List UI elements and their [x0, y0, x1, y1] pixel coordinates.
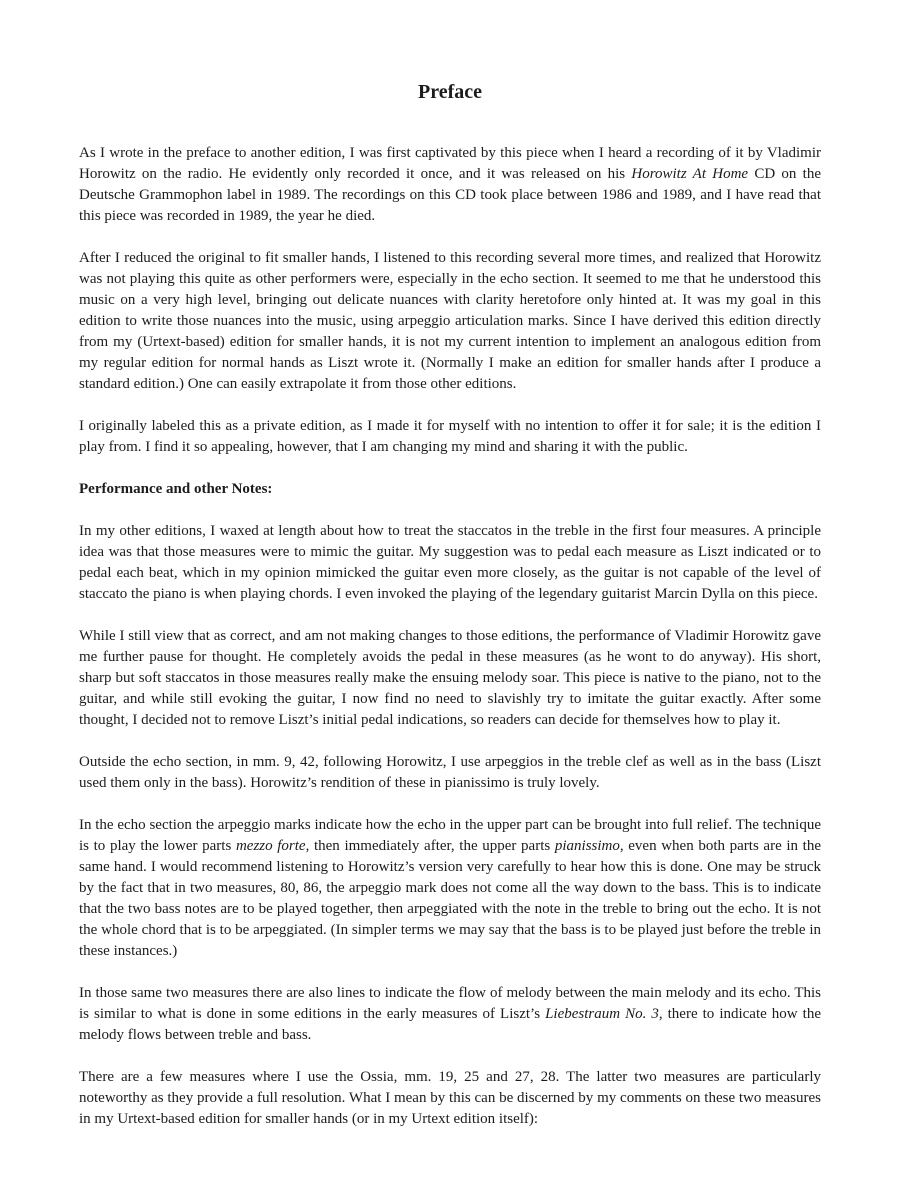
notes-paragraph-2: [79, 626, 821, 731]
text-run: While I still view that as correct, and am not making changes to those editions, the performance of Vladimir Horowitz gave me further pause for thought. He completely avoids the pedal in these measures (as he wont to do anyway). His short, sharp but soft staccatos in those measures really make the ensuing melody soar. This piece is native to the piano, not to the guitar, and while still evoking the guitar, I now find no need to slavishly try to imitate the guitar exactly. After some thought, I decided not to remove Liszt’s initial pedal indications, so readers can decide for themselves how to play it.: [79, 628, 821, 728]
text-run: Outside the echo section, in mm. 9, 42, following Horowitz, I use arpeggios in the treble clef as well as in the bass (Liszt used them only in the bass). Horowitz’s rendition of these in pianissimo is truly lovely.: [79, 754, 821, 791]
text-run: In the echo section the arpeggio marks indicate how the echo in the upper part can be brought into full relief. The technique is to play the lower parts: [79, 817, 821, 854]
text-run: , there to indicate how the melody flows between treble and bass.: [79, 1006, 821, 1043]
intro-paragraph-1: [79, 143, 821, 227]
work-title-text: Liebestraum No. 3: [545, 1006, 659, 1022]
text-run: , even when both parts are in the same hand. I would recommend listening to Horowitz’s version very carefully to hear how this is done. One may be struck by the fact that in two measures, 80, 86, the arpeggio mark does not come all the way down to the bass. This is to indicate that the two bass notes are to be played together, then arpeggiated with the note in the treble to bring out the echo. It is not the whole chord that is to be arpeggiated. (In simpler terms we may say that the bass is to be played just before the treble in these instances.): [79, 838, 822, 959]
dynamic-marking-text: pianissimo: [554, 838, 620, 854]
notes-paragraph-3: [79, 752, 821, 794]
intro-paragraph-2: [79, 248, 821, 395]
text-run: There are a few measures where I use the Ossia, mm. 19, 25 and 27, 28. The latter two measures are particularly noteworthy as they provide a full resolution. What I mean by this can be discerned by my comments on these two measures in my Urtext-based edition for smaller hands (or in my Urtext edition itself):: [79, 1069, 821, 1127]
text-run: In those same two measures there are also lines to indicate the flow of melody between the main melody and its echo. This is similar to what is done in some editions in the early measures of Liszt’s: [79, 985, 821, 1022]
text-run: After I reduced the original to fit smaller hands, I listened to this recording several more times, and realized that Horowitz was not playing this quite as other performers were, especially in the echo section. It seemed to me that he understood this music on a very high level, bringing out delicate nuances with clarity heretofore only hinted at. It was my goal in this edition to write those nuances into the music, using arpeggio articulation marks. Since I have derived this edition directly from my (Urtext-based) edition for smaller hands, it is not my current intention to implement an analogous edition from my regular edition for normal hands as Liszt wrote it. (Normally I make an edition for smaller hands after I produce a standard edition.) One can easily extrapolate it from those other editions.: [79, 250, 821, 392]
notes-paragraph-1: [79, 521, 821, 605]
album-title-text: Horowitz At Home: [631, 166, 749, 182]
intro-paragraph-3: [79, 416, 821, 458]
text-run: CD on the Deutsche Grammophon label in 1989. The recordings on this CD took place between 1986 and 1989, and I have read that this piece was recorded in 1989, the year he died.: [79, 166, 821, 224]
dynamic-marking-text: mezzo forte: [235, 838, 306, 854]
text-run: I originally labeled this as a private edition, as I made it for myself with no intention to offer it for sale; it is the edition I play from. I find it so appealing, however, that I am changing my mind and sharing it with the public.: [79, 418, 821, 455]
text-run: As I wrote in the preface to another edition, I was first captivated by this piece when I heard a recording of it by Vladimir Horowitz on the radio. He evidently only recorded it once, and it was released on his: [79, 145, 821, 182]
page-title: Preface: [417, 81, 483, 103]
section-heading: Performance and other Notes:: [79, 481, 273, 497]
text-run: In my other editions, I waxed at length about how to treat the staccatos in the treble in the first four measures. A principle idea was that those measures were to mimic the guitar. My suggestion was to pedal each measure as Liszt indicated or to pedal each beat, which in my opinion mimicked the guitar even more closely, as the guitar is not capable of the level of staccato the piano is when playing chords. I even invoked the playing of the legendary guitarist Marcin Dylla on this piece.: [79, 523, 821, 602]
notes-paragraph-4: [79, 815, 821, 962]
notes-paragraph-5: [79, 983, 821, 1046]
text-run: , then immediately after, the upper parts: [305, 838, 555, 854]
notes-paragraph-6: [79, 1067, 821, 1130]
